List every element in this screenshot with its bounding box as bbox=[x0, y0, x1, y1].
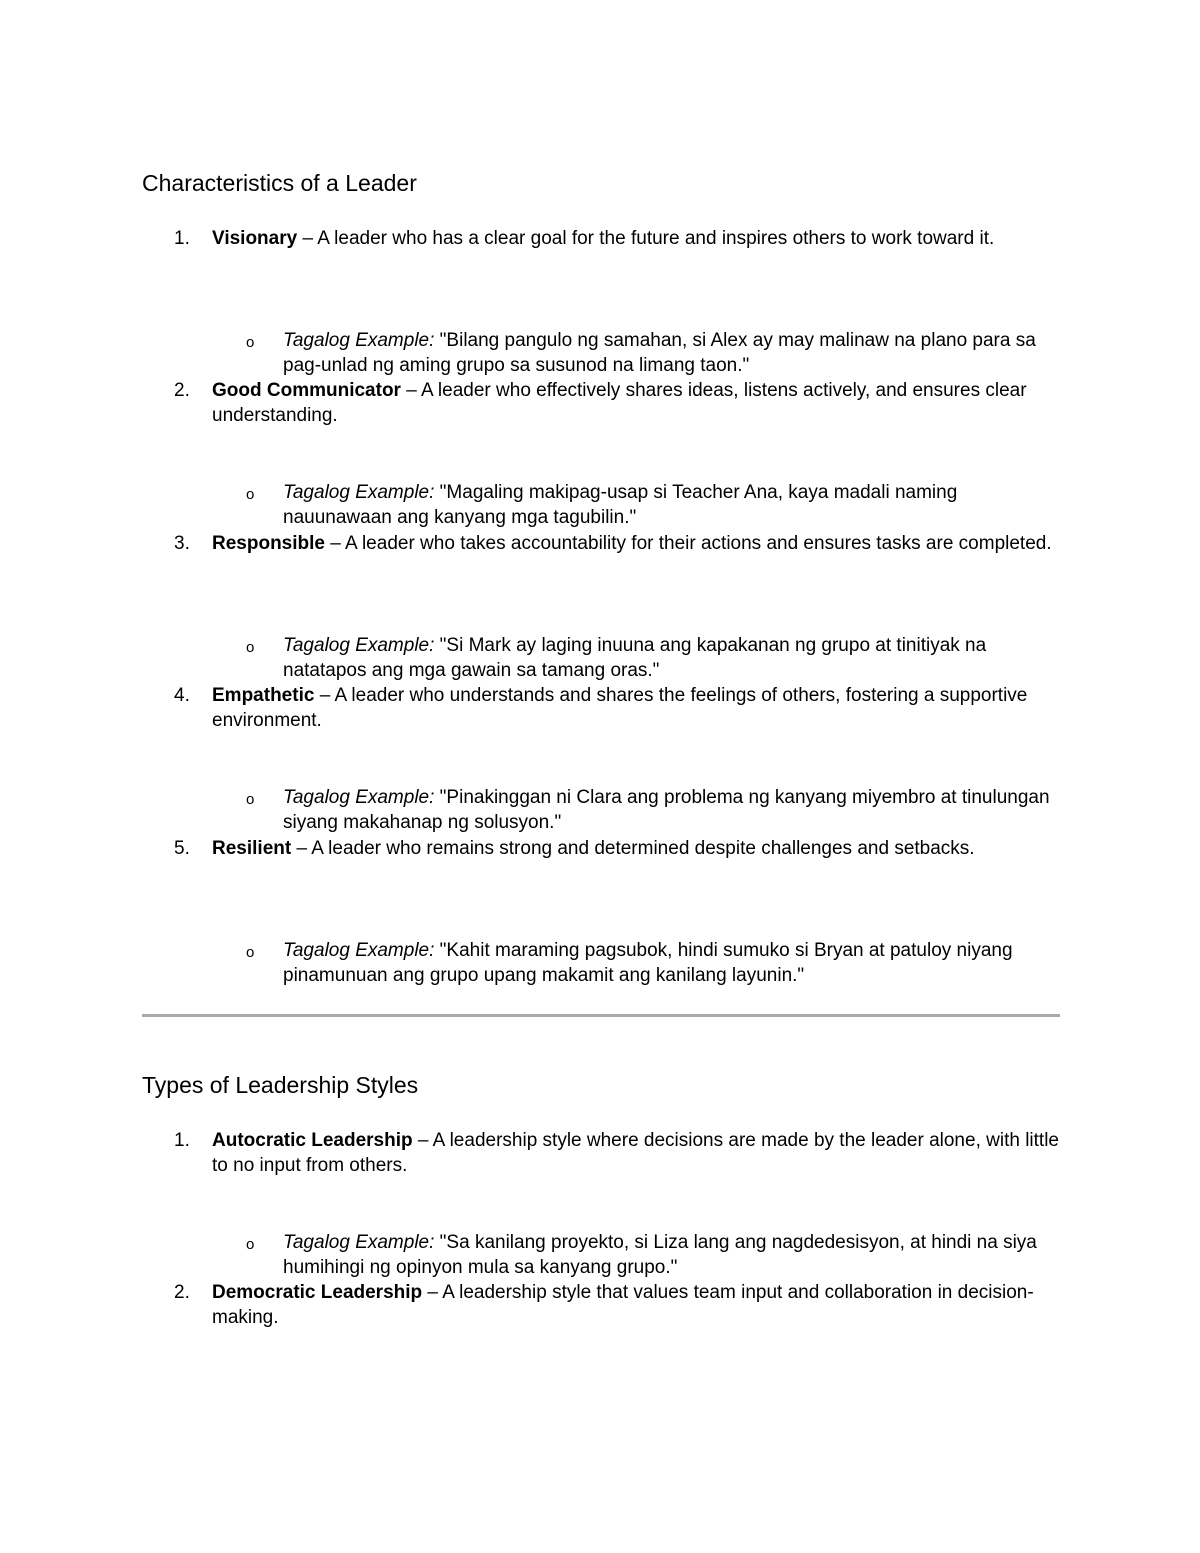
example-label: Tagalog Example: bbox=[283, 635, 435, 656]
example-label: Tagalog Example: bbox=[283, 1232, 435, 1253]
section-heading-characteristics: Characteristics of a Leader bbox=[142, 170, 417, 196]
example-label: Tagalog Example: bbox=[283, 330, 435, 351]
bullet-icon: o bbox=[246, 486, 255, 503]
bullet-icon: o bbox=[246, 334, 255, 351]
horizontal-divider bbox=[142, 1014, 1060, 1017]
list-item-text bbox=[212, 683, 1060, 733]
example-label: Tagalog Example: bbox=[283, 787, 435, 808]
list-item-text bbox=[212, 836, 1060, 861]
bullet-icon: o bbox=[246, 1236, 255, 1253]
example-text bbox=[283, 938, 1060, 988]
list-item-text bbox=[212, 1280, 1060, 1330]
list-number: 1. bbox=[174, 228, 190, 249]
item-term: Democratic Leadership bbox=[212, 1282, 423, 1303]
example-text bbox=[283, 785, 1060, 835]
list-item-text bbox=[212, 1128, 1060, 1178]
item-description: – A leadership style where decisions are made by the leader alone, with little to no input from others. bbox=[212, 1130, 1059, 1176]
list-item-text bbox=[212, 531, 1060, 556]
example-quote: "Si Mark ay laging inuuna ang kapakanan ng grupo at tinitiyak na natatapos ang mga gawain sa tamang oras." bbox=[283, 635, 987, 681]
bullet-icon: o bbox=[246, 944, 255, 961]
example-text bbox=[283, 328, 1060, 378]
item-description: – A leader who remains strong and determined despite challenges and setbacks. bbox=[291, 838, 975, 859]
example-quote: "Kahit maraming pagsubok, hindi sumuko si Bryan at patuloy niyang pinamunuan ang grupo upang makamit ang kanilang layunin." bbox=[283, 940, 1013, 986]
list-item-text bbox=[212, 226, 1060, 251]
item-description: – A leader who effectively shares ideas, listens actively, and ensures clear understanding. bbox=[212, 380, 1027, 426]
example-label: Tagalog Example: bbox=[283, 940, 435, 961]
item-description: – A leader who takes accountability for their actions and ensures tasks are completed. bbox=[324, 533, 1052, 554]
item-description: – A leader who understands and shares the feelings of others, fostering a supportive environment. bbox=[212, 685, 1028, 731]
list-number: 1. bbox=[174, 1130, 190, 1151]
item-description: – A leader who has a clear goal for the future and inspires others to work toward it. bbox=[297, 228, 995, 249]
section-heading-leadership-styles: Types of Leadership Styles bbox=[142, 1072, 419, 1098]
bullet-icon: o bbox=[246, 791, 255, 808]
list-number: 2. bbox=[174, 380, 190, 401]
list-number: 5. bbox=[174, 838, 190, 859]
item-term: Good Communicator bbox=[212, 380, 401, 401]
item-term: Responsible bbox=[212, 533, 325, 554]
example-quote: "Sa kanilang proyekto, si Liza lang ang nagdedesisyon, at hindi na siya humihingi ng opinyon mula sa kanyang grupo." bbox=[283, 1232, 1037, 1278]
list-number: 4. bbox=[174, 685, 190, 706]
example-label: Tagalog Example: bbox=[283, 482, 435, 503]
example-quote: "Bilang pangulo ng samahan, si Alex ay may malinaw na plano para sa pag-unlad ng aming grupo sa susunod na limang taon." bbox=[283, 330, 1036, 376]
item-term: Visionary bbox=[212, 228, 298, 249]
example-quote: "Magaling makipag-usap si Teacher Ana, kaya madali naming nauunawaan ang kanyang mga tagubilin." bbox=[283, 482, 958, 528]
example-text bbox=[283, 480, 1060, 530]
item-description: – A leadership style that values team input and collaboration in decision-making. bbox=[212, 1282, 1034, 1328]
list-number: 3. bbox=[174, 533, 190, 554]
item-term: Resilient bbox=[212, 838, 292, 859]
example-text bbox=[283, 1230, 1060, 1280]
item-term: Empathetic bbox=[212, 685, 315, 706]
example-text bbox=[283, 633, 1060, 683]
list-number: 2. bbox=[174, 1282, 190, 1303]
bullet-icon: o bbox=[246, 639, 255, 656]
list-item-text bbox=[212, 378, 1060, 428]
item-term: Autocratic Leadership bbox=[212, 1130, 413, 1151]
example-quote: "Pinakinggan ni Clara ang problema ng kanyang miyembro at tinulungan siyang makahanap ng solusyon." bbox=[283, 787, 1050, 833]
